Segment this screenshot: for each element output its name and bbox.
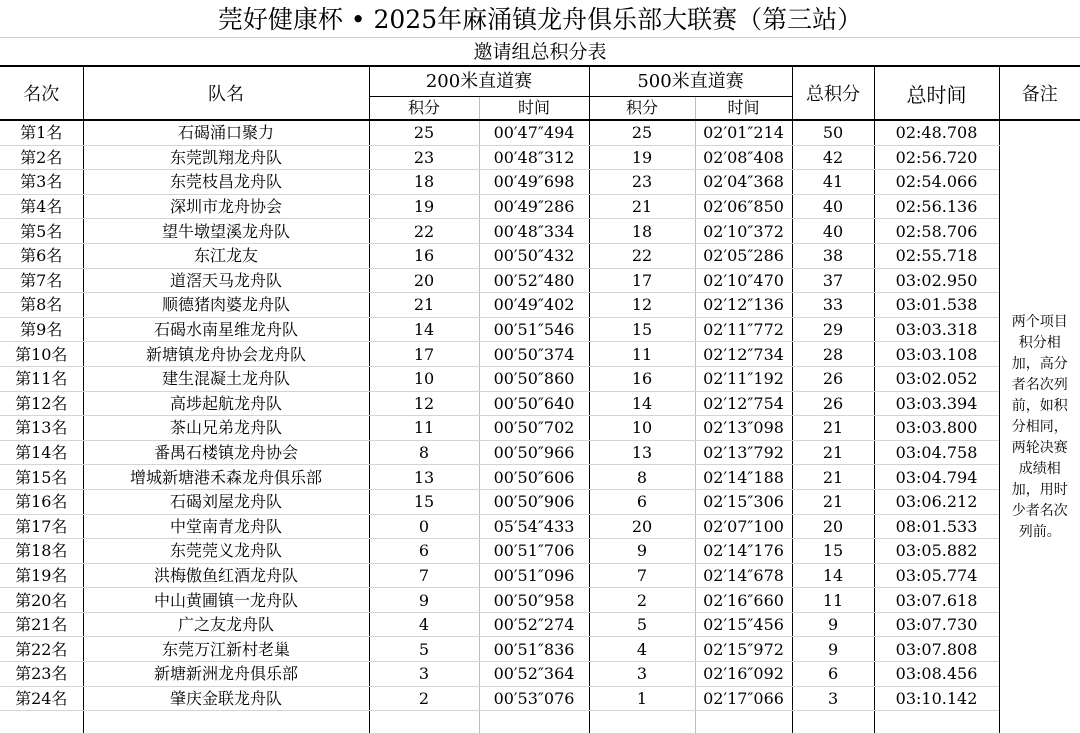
cell-500m-points: 10 xyxy=(589,416,695,441)
header-rank: 名次 xyxy=(0,66,83,120)
cell-200m-time: 00′52″364 xyxy=(479,662,589,687)
cell-200m-points: 12 xyxy=(369,391,479,416)
cell-rank: 第19名 xyxy=(0,563,83,588)
empty-cell xyxy=(695,711,792,734)
cell-500m-time: 02′14″188 xyxy=(695,465,792,490)
cell-200m-points: 5 xyxy=(369,637,479,662)
empty-cell xyxy=(874,711,999,734)
cell-500m-time: 02′14″678 xyxy=(695,563,792,588)
cell-total-points: 50 xyxy=(792,120,874,145)
remarks-note: 两个项目积分相加，高分者名次列前，如积分相同，两轮决赛成绩相加，用时少者名次列前。 xyxy=(999,120,1080,734)
cell-500m-points: 11 xyxy=(589,342,695,367)
cell-200m-time: 00′51″836 xyxy=(479,637,589,662)
cell-200m-time: 00′48″334 xyxy=(479,219,589,244)
cell-total-points: 37 xyxy=(792,268,874,293)
cell-500m-points: 22 xyxy=(589,243,695,268)
cell-total-time: 03:02.950 xyxy=(874,268,999,293)
cell-total-points: 9 xyxy=(792,637,874,662)
table-row xyxy=(0,465,1080,490)
table-row xyxy=(0,243,1080,268)
table-row xyxy=(0,514,1080,539)
cell-200m-time: 00′49″402 xyxy=(479,293,589,318)
cell-200m-time: 00′51″706 xyxy=(479,539,589,564)
cell-rank: 第20名 xyxy=(0,588,83,613)
table-row xyxy=(0,416,1080,441)
cell-200m-time: 00′51″096 xyxy=(479,563,589,588)
cell-rank: 第13名 xyxy=(0,416,83,441)
cell-total-points: 20 xyxy=(792,514,874,539)
cell-team: 番禺石楼镇龙舟协会 xyxy=(83,440,369,465)
cell-rank: 第7名 xyxy=(0,268,83,293)
cell-500m-time: 02′05″286 xyxy=(695,243,792,268)
header-500m-points: 积分 xyxy=(589,97,695,121)
cell-500m-time: 02′13″098 xyxy=(695,416,792,441)
cell-total-points: 3 xyxy=(792,686,874,711)
cell-team: 新塘新洲龙舟俱乐部 xyxy=(83,662,369,687)
cell-500m-time: 02′12″754 xyxy=(695,391,792,416)
cell-200m-points: 2 xyxy=(369,686,479,711)
cell-200m-points: 14 xyxy=(369,317,479,342)
cell-200m-time: 00′50″860 xyxy=(479,366,589,391)
cell-rank: 第24名 xyxy=(0,686,83,711)
cell-200m-time: 00′50″966 xyxy=(479,440,589,465)
cell-total-time: 03:04.794 xyxy=(874,465,999,490)
cell-total-time: 03:07.808 xyxy=(874,637,999,662)
cell-total-points: 26 xyxy=(792,366,874,391)
cell-500m-time: 02′12″734 xyxy=(695,342,792,367)
cell-200m-points: 13 xyxy=(369,465,479,490)
cell-total-points: 15 xyxy=(792,539,874,564)
cell-500m-time: 02′15″456 xyxy=(695,612,792,637)
cell-team: 高埗起航龙舟队 xyxy=(83,391,369,416)
cell-rank: 第3名 xyxy=(0,170,83,195)
cell-200m-time: 00′50″958 xyxy=(479,588,589,613)
table-row xyxy=(0,539,1080,564)
header-total-points: 总积分 xyxy=(792,66,874,120)
cell-total-points: 14 xyxy=(792,563,874,588)
cell-200m-points: 0 xyxy=(369,514,479,539)
cell-total-time: 08:01.533 xyxy=(874,514,999,539)
cell-team: 新塘镇龙舟协会龙舟队 xyxy=(83,342,369,367)
table-row xyxy=(0,563,1080,588)
cell-200m-points: 11 xyxy=(369,416,479,441)
cell-rank: 第1名 xyxy=(0,120,83,145)
cell-total-points: 9 xyxy=(792,612,874,637)
cell-200m-points: 7 xyxy=(369,563,479,588)
cell-total-time: 03:03.108 xyxy=(874,342,999,367)
table-row xyxy=(0,317,1080,342)
cell-200m-points: 21 xyxy=(369,293,479,318)
cell-total-time: 03:05.882 xyxy=(874,539,999,564)
cell-total-points: 28 xyxy=(792,342,874,367)
cell-rank: 第18名 xyxy=(0,539,83,564)
cell-200m-time: 00′50″702 xyxy=(479,416,589,441)
cell-500m-points: 6 xyxy=(589,489,695,514)
cell-total-time: 03:02.052 xyxy=(874,366,999,391)
cell-200m-points: 3 xyxy=(369,662,479,687)
empty-cell xyxy=(0,711,83,734)
cell-team: 顺德猪肉婆龙舟队 xyxy=(83,293,369,318)
cell-500m-time: 02′04″368 xyxy=(695,170,792,195)
table-row xyxy=(0,366,1080,391)
cell-total-time: 03:07.730 xyxy=(874,612,999,637)
cell-500m-points: 1 xyxy=(589,686,695,711)
cell-total-time: 03:08.456 xyxy=(874,662,999,687)
cell-total-time: 03:06.212 xyxy=(874,489,999,514)
cell-rank: 第21名 xyxy=(0,612,83,637)
cell-team: 望牛墩望溪龙舟队 xyxy=(83,219,369,244)
cell-total-time: 02:56.720 xyxy=(874,145,999,170)
cell-rank: 第15名 xyxy=(0,465,83,490)
cell-500m-points: 8 xyxy=(589,465,695,490)
cell-rank: 第10名 xyxy=(0,342,83,367)
header-200m: 200米直道赛 xyxy=(369,66,589,97)
cell-200m-time: 00′50″432 xyxy=(479,243,589,268)
cell-total-time: 03:01.538 xyxy=(874,293,999,318)
cell-500m-points: 2 xyxy=(589,588,695,613)
header-team: 队名 xyxy=(83,66,369,120)
cell-total-points: 42 xyxy=(792,145,874,170)
table-row xyxy=(0,194,1080,219)
cell-total-points: 11 xyxy=(792,588,874,613)
cell-team: 东莞万江新村老巢 xyxy=(83,637,369,662)
cell-rank: 第5名 xyxy=(0,219,83,244)
cell-500m-time: 02′16″660 xyxy=(695,588,792,613)
cell-200m-time: 00′50″606 xyxy=(479,465,589,490)
cell-500m-points: 20 xyxy=(589,514,695,539)
cell-500m-points: 4 xyxy=(589,637,695,662)
cell-total-time: 03:03.394 xyxy=(874,391,999,416)
empty-row xyxy=(0,711,1080,734)
cell-total-time: 03:03.318 xyxy=(874,317,999,342)
standings-body xyxy=(0,120,1080,734)
cell-200m-time: 00′52″274 xyxy=(479,612,589,637)
cell-rank: 第16名 xyxy=(0,489,83,514)
cell-200m-time: 00′48″312 xyxy=(479,145,589,170)
table-row xyxy=(0,120,1080,145)
cell-team: 增城新塘港禾森龙舟俱乐部 xyxy=(83,465,369,490)
cell-500m-time: 02′14″176 xyxy=(695,539,792,564)
cell-200m-points: 8 xyxy=(369,440,479,465)
cell-team: 肇庆金联龙舟队 xyxy=(83,686,369,711)
table-row xyxy=(0,391,1080,416)
cell-rank: 第22名 xyxy=(0,637,83,662)
cell-200m-points: 17 xyxy=(369,342,479,367)
cell-team: 道滘天马龙舟队 xyxy=(83,268,369,293)
table-row xyxy=(0,637,1080,662)
cell-rank: 第6名 xyxy=(0,243,83,268)
table-row xyxy=(0,342,1080,367)
cell-rank: 第12名 xyxy=(0,391,83,416)
cell-500m-points: 15 xyxy=(589,317,695,342)
cell-500m-points: 18 xyxy=(589,219,695,244)
cell-team: 中堂南青龙舟队 xyxy=(83,514,369,539)
cell-500m-time: 02′16″092 xyxy=(695,662,792,687)
cell-500m-time: 02′01″214 xyxy=(695,120,792,145)
cell-team: 石碣涌口聚力 xyxy=(83,120,369,145)
cell-500m-time: 02′08″408 xyxy=(695,145,792,170)
table-row xyxy=(0,686,1080,711)
cell-total-points: 33 xyxy=(792,293,874,318)
cell-200m-points: 20 xyxy=(369,268,479,293)
header-total-time: 总时间 xyxy=(874,66,999,120)
cell-500m-points: 16 xyxy=(589,366,695,391)
header-200m-time: 时间 xyxy=(479,97,589,121)
cell-200m-time: 00′52″480 xyxy=(479,268,589,293)
cell-500m-time: 02′07″100 xyxy=(695,514,792,539)
cell-200m-time: 05′54″433 xyxy=(479,514,589,539)
empty-cell xyxy=(83,711,369,734)
table-row xyxy=(0,170,1080,195)
cell-team: 东莞枝昌龙舟队 xyxy=(83,170,369,195)
cell-200m-time: 00′51″546 xyxy=(479,317,589,342)
cell-200m-points: 16 xyxy=(369,243,479,268)
cell-team: 茶山兄弟龙舟队 xyxy=(83,416,369,441)
cell-total-points: 21 xyxy=(792,465,874,490)
empty-cell xyxy=(369,711,479,734)
cell-rank: 第23名 xyxy=(0,662,83,687)
cell-500m-points: 3 xyxy=(589,662,695,687)
cell-500m-time: 02′17″066 xyxy=(695,686,792,711)
page-subtitle: 邀请组总积分表 xyxy=(473,41,607,63)
table-row xyxy=(0,588,1080,613)
cell-total-points: 6 xyxy=(792,662,874,687)
header-remarks: 备注 xyxy=(999,66,1080,120)
cell-team: 东莞莞义龙舟队 xyxy=(83,539,369,564)
table-row xyxy=(0,219,1080,244)
cell-500m-time: 02′12″136 xyxy=(695,293,792,318)
cell-500m-points: 9 xyxy=(589,539,695,564)
empty-cell xyxy=(589,711,695,734)
cell-total-time: 03:05.774 xyxy=(874,563,999,588)
cell-total-points: 40 xyxy=(792,194,874,219)
cell-total-points: 21 xyxy=(792,440,874,465)
cell-500m-points: 17 xyxy=(589,268,695,293)
cell-200m-time: 00′47″494 xyxy=(479,120,589,145)
cell-total-points: 21 xyxy=(792,416,874,441)
cell-500m-points: 19 xyxy=(589,145,695,170)
cell-total-points: 21 xyxy=(792,489,874,514)
cell-500m-time: 02′06″850 xyxy=(695,194,792,219)
cell-500m-time: 02′10″372 xyxy=(695,219,792,244)
cell-200m-points: 9 xyxy=(369,588,479,613)
cell-200m-points: 10 xyxy=(369,366,479,391)
cell-rank: 第4名 xyxy=(0,194,83,219)
header-500m: 500米直道赛 xyxy=(589,66,792,97)
cell-rank: 第11名 xyxy=(0,366,83,391)
empty-cell xyxy=(792,711,874,734)
table-row xyxy=(0,268,1080,293)
cell-500m-points: 13 xyxy=(589,440,695,465)
cell-total-points: 40 xyxy=(792,219,874,244)
empty-cell xyxy=(479,711,589,734)
cell-total-time: 03:04.758 xyxy=(874,440,999,465)
cell-rank: 第8名 xyxy=(0,293,83,318)
cell-total-time: 02:54.066 xyxy=(874,170,999,195)
table-row xyxy=(0,293,1080,318)
cell-200m-time: 00′49″698 xyxy=(479,170,589,195)
cell-200m-time: 00′53″076 xyxy=(479,686,589,711)
cell-rank: 第2名 xyxy=(0,145,83,170)
table-row xyxy=(0,489,1080,514)
cell-500m-time: 02′15″972 xyxy=(695,637,792,662)
cell-500m-points: 14 xyxy=(589,391,695,416)
table-row xyxy=(0,145,1080,170)
cell-500m-points: 23 xyxy=(589,170,695,195)
table-row xyxy=(0,612,1080,637)
cell-total-time: 03:10.142 xyxy=(874,686,999,711)
header-500m-time: 时间 xyxy=(695,97,792,121)
cell-team: 洪梅傲鱼红酒龙舟队 xyxy=(83,563,369,588)
cell-500m-time: 02′11″772 xyxy=(695,317,792,342)
cell-200m-points: 6 xyxy=(369,539,479,564)
page-title: 莞好健康杯 • 2025年麻涌镇龙舟俱乐部大联赛（第三站） xyxy=(217,5,863,34)
cell-200m-points: 4 xyxy=(369,612,479,637)
cell-total-time: 03:03.800 xyxy=(874,416,999,441)
cell-total-points: 26 xyxy=(792,391,874,416)
cell-rank: 第9名 xyxy=(0,317,83,342)
cell-200m-time: 00′49″286 xyxy=(479,194,589,219)
cell-200m-points: 22 xyxy=(369,219,479,244)
cell-total-time: 02:55.718 xyxy=(874,243,999,268)
cell-200m-points: 18 xyxy=(369,170,479,195)
header-200m-points: 积分 xyxy=(369,97,479,121)
cell-500m-time: 02′11″192 xyxy=(695,366,792,391)
cell-500m-time: 02′13″792 xyxy=(695,440,792,465)
cell-500m-time: 02′10″470 xyxy=(695,268,792,293)
cell-200m-points: 19 xyxy=(369,194,479,219)
standings-table xyxy=(0,65,1080,734)
cell-rank: 第17名 xyxy=(0,514,83,539)
cell-200m-points: 15 xyxy=(369,489,479,514)
cell-200m-time: 00′50″906 xyxy=(479,489,589,514)
table-row xyxy=(0,440,1080,465)
cell-200m-points: 23 xyxy=(369,145,479,170)
cell-500m-points: 25 xyxy=(589,120,695,145)
cell-500m-points: 5 xyxy=(589,612,695,637)
cell-200m-points: 25 xyxy=(369,120,479,145)
cell-total-time: 02:48.708 xyxy=(874,120,999,145)
cell-team: 建生混凝土龙舟队 xyxy=(83,366,369,391)
cell-team: 广之友龙舟队 xyxy=(83,612,369,637)
cell-200m-time: 00′50″640 xyxy=(479,391,589,416)
cell-team: 石碣刘屋龙舟队 xyxy=(83,489,369,514)
cell-rank: 第14名 xyxy=(0,440,83,465)
cell-500m-time: 02′15″306 xyxy=(695,489,792,514)
cell-500m-points: 21 xyxy=(589,194,695,219)
cell-team: 石碣水南星维龙舟队 xyxy=(83,317,369,342)
cell-team: 中山黄圃镇一龙舟队 xyxy=(83,588,369,613)
cell-500m-points: 12 xyxy=(589,293,695,318)
cell-total-points: 38 xyxy=(792,243,874,268)
cell-team: 东江龙友 xyxy=(83,243,369,268)
cell-total-points: 41 xyxy=(792,170,874,195)
cell-team: 东莞凯翔龙舟队 xyxy=(83,145,369,170)
cell-500m-points: 7 xyxy=(589,563,695,588)
cell-total-time: 02:56.136 xyxy=(874,194,999,219)
cell-total-time: 03:07.618 xyxy=(874,588,999,613)
table-row xyxy=(0,662,1080,687)
cell-200m-time: 00′50″374 xyxy=(479,342,589,367)
cell-team: 深圳市龙舟协会 xyxy=(83,194,369,219)
cell-total-time: 02:58.706 xyxy=(874,219,999,244)
cell-total-points: 29 xyxy=(792,317,874,342)
